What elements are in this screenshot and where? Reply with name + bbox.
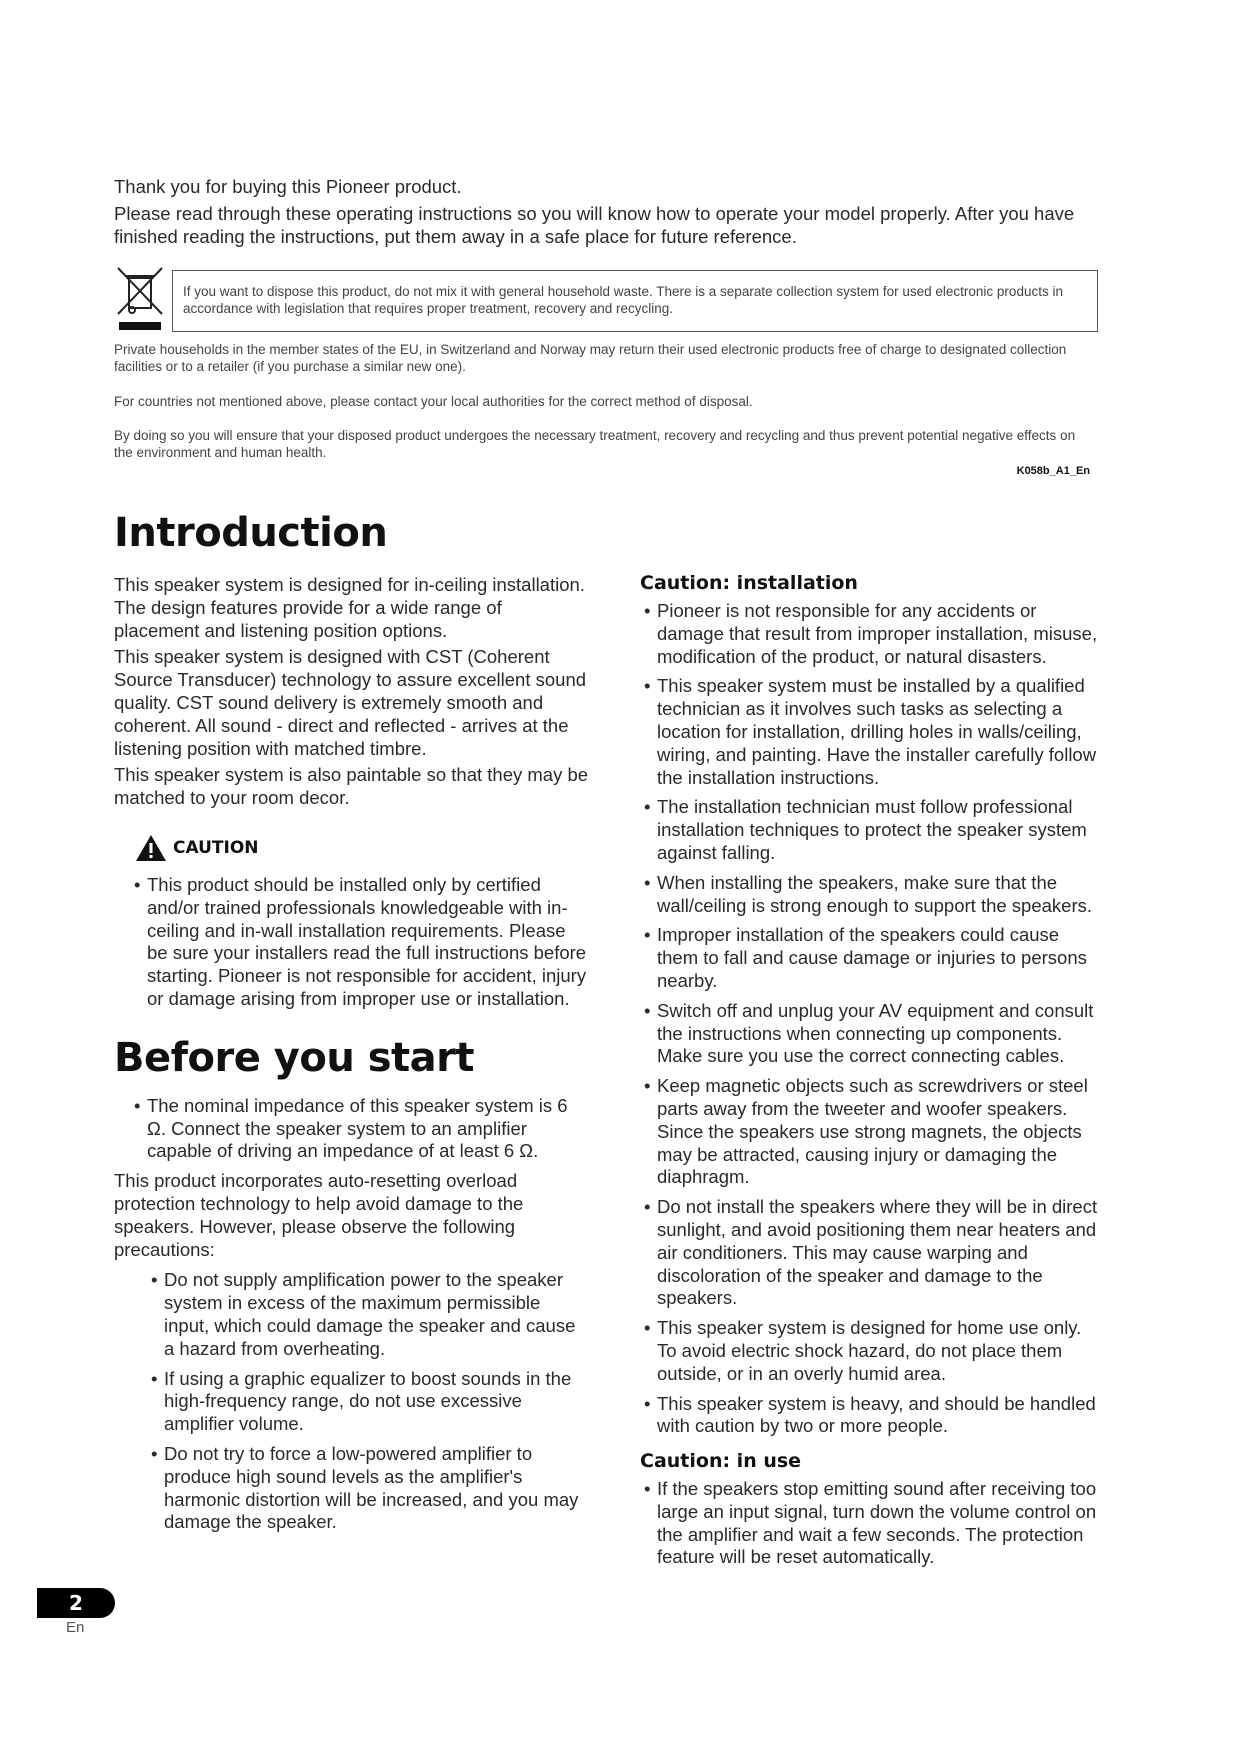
installation-item: • The installation technician must follow professional installation techniques to protect the speaker system against falling. xyxy=(640,796,1102,864)
installation-item: • This speaker system must be installed by a qualified technician as it involves such tasks as selecting a location for installation, drilling holes in walls/ceiling, wiring, and painting. Have the installer carefully follow the installation instructions. xyxy=(640,675,1102,789)
crossed-bin-icon xyxy=(116,266,166,332)
caution-installation-heading: Caution: installation xyxy=(640,572,858,594)
disposal-text-2: For countries not mentioned above, please contact your local authorities for the correct method of disposal. xyxy=(114,394,753,409)
page-number-badge: 2 xyxy=(37,1588,115,1618)
intro-paragraph: This speaker system is designed with CST (Coherent Source Transducer) technology to assure excellent sound quality. CST sound delivery is extremely smooth and coherent. All sound - direct and reflected - arrives at the listening position with matched timbre. xyxy=(114,646,587,759)
installation-item: • When installing the speakers, make sure that the wall/ceiling is strong enough to support the speakers. xyxy=(640,872,1102,918)
installation-item: • Pioneer is not responsible for any accidents or damage that result from improper installation, misuse, modification of the product, or natural disasters. xyxy=(640,600,1102,668)
right-column xyxy=(640,572,1102,1576)
warning-triangle-icon xyxy=(135,834,167,862)
caution-label xyxy=(135,834,590,862)
document-code: K058b_A1_En xyxy=(1016,465,1090,477)
before-you-start-heading: Before you start xyxy=(114,1034,475,1081)
intro-paragraph: This speaker system is designed for in-ceiling installation. The design features provide for a wide range of placement and listening position options. xyxy=(114,574,585,641)
language-label: En xyxy=(66,1619,85,1636)
installation-item: • Keep magnetic objects such as screwdrivers or steel parts away from the tweeter and woofer speakers. Since the speakers use strong magnets, the objects may be attracted, causing injury or damaging the diaphragm. xyxy=(640,1075,1102,1189)
caution-item: • This product should be installed only by certified and/or trained professionals knowledgeable with in-ceiling and in-wall installation requirements. Please be sure your installers read the full instructions before starting. Pioneer is not responsible for accident, injury or damage arising from improper use or installation. xyxy=(130,874,590,1011)
disposal-text-1: Private households in the member states of the EU, in Switzerland and Norway may return their used electronic products free of charge to designated collection facilities or to a retailer (if you purchase a similar new one). xyxy=(114,342,1067,374)
opening-text xyxy=(114,176,1094,252)
introduction-heading: Introduction xyxy=(114,510,388,556)
disposal-notice-box: If you want to dispose this product, do not mix it with general household waste. There is a separate collection system for used electronic products in accordance with legislation that requires proper treatment, recovery and recycling. xyxy=(172,270,1098,332)
precaution-item: • If using a graphic equalizer to boost sounds in the high-frequency range, do not use excessive amplifier volume. xyxy=(147,1368,590,1436)
precaution-item: • Do not try to force a low-powered amplifier to produce high sound levels as the amplifier's harmonic distortion will be increased, and you may damage the speaker. xyxy=(147,1443,590,1534)
installation-item: • Do not install the speakers where they will be in direct sunlight, and avoid positioning them near heaters and air conditioners. This may cause warping and discoloration of the speaker and damage to the speakers. xyxy=(640,1196,1102,1310)
impedance-item: • The nominal impedance of this speaker system is 6 Ω. Connect the speaker system to an amplifier capable of driving an impedance of at least 6 Ω. xyxy=(130,1095,590,1163)
in-use-item: • If the speakers stop emitting sound after receiving too large an input signal, turn down the volume control on the amplifier and wait a few seconds. The protection feature will be reset automatically. xyxy=(640,1478,1102,1569)
read-instructions-text: Please read through these operating instructions so you will know how to operate your model properly. After you have finished reading the instructions, put them away in a safe place for future reference. xyxy=(114,202,1075,247)
intro-paragraph: This speaker system is also paintable so that they may be matched to your room decor. xyxy=(114,764,589,809)
precaution-item: • Do not supply amplification power to the speaker system in excess of the maximum permissible input, which could damage the speaker and cause a hazard from overheating. xyxy=(147,1269,590,1360)
left-column xyxy=(114,510,590,1541)
installation-item: • Improper installation of the speakers could cause them to fall and cause damage or injuries to persons nearby. xyxy=(640,924,1102,992)
caution-text: CAUTION xyxy=(173,837,259,858)
installation-item: • This speaker system is designed for home use only. To avoid electric shock hazard, do not place them outside, or in an overly humid area. xyxy=(640,1317,1102,1385)
disposal-text-3: By doing so you will ensure that your disposed product undergoes the necessary treatment, recovery and recycling and thus prevent potential negative effects on the environment and human health. xyxy=(114,428,1076,460)
thanks-text: Thank you for buying this Pioneer product. xyxy=(114,176,462,197)
overload-paragraph: This product incorporates auto-resetting overload protection technology to help avoid damage to the speakers. However, please observe the following precautions: xyxy=(114,1170,524,1260)
caution-in-use-heading: Caution: in use xyxy=(640,1450,802,1473)
installation-item: • Switch off and unplug your AV equipment and consult the instructions when connecting up components. Make sure you use the correct connecting cables. xyxy=(640,1000,1102,1068)
installation-item: • This speaker system is heavy, and should be handled with caution by two or more people. xyxy=(640,1393,1102,1439)
